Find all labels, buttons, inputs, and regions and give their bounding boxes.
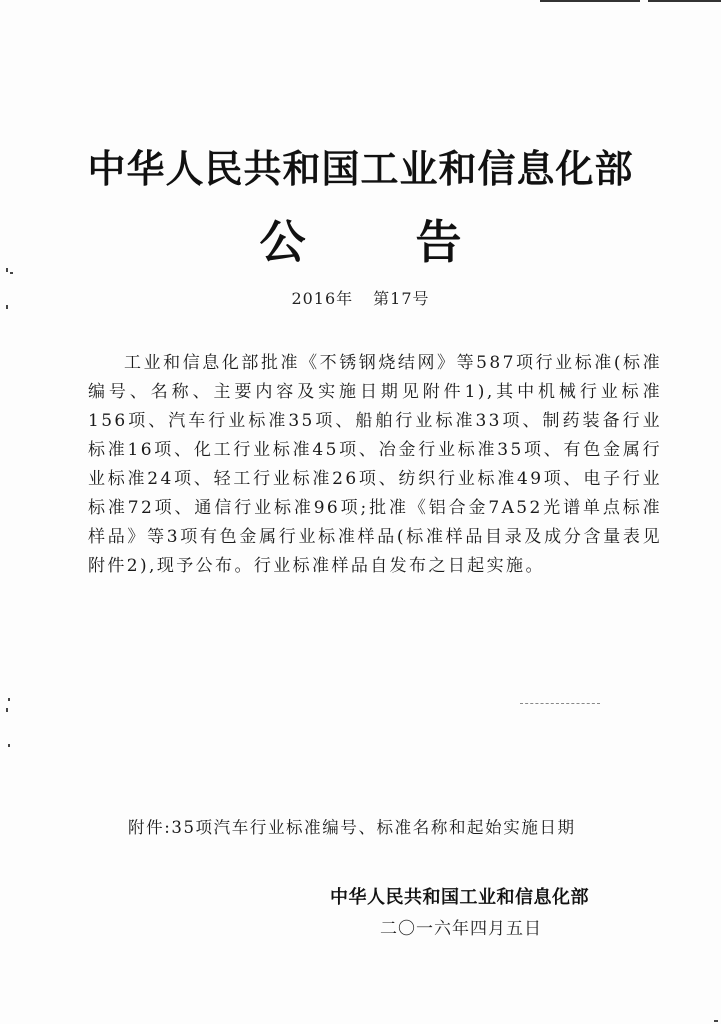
scan-speck: [714, 1020, 718, 1022]
document-type-char-1: 公: [259, 215, 306, 269]
announcement-body: 工业和信息化部批准《不锈钢烧结网》等587项行业标准(标准编号、名称、主要内容及实施日期见附件1),其中机械行业标准156项、汽车行业标准35项、船舶行业标准33项、制药装备行业标准16项、化工行业标准45项、冶金行业标准35项、有色金属行业标准24项、轻工行业标准26项、纺织行业标准49项、电子行业标准72项、通信行业标准96项;批准《铝合金7A52光谱单点标准样品》等3项有色金属行业标准样品(标准样品目录及成分含量表见附件2),现予公布。行业标准样品自发布之日起实施。: [88, 353, 662, 576]
document-type-char-2: 告: [415, 215, 462, 269]
scan-artifact-line: [648, 0, 721, 2]
document-type-heading: [0, 206, 721, 272]
signature-organization: 中华人民共和国工业和信息化部: [330, 887, 589, 908]
scan-artifact-line: [540, 0, 640, 2]
scan-speck: [8, 698, 10, 701]
issuing-organization-title: 中华人民共和国工业和信息化部: [87, 146, 634, 191]
scan-artifact-dash: [520, 703, 600, 704]
scan-speck: [10, 272, 13, 274]
attachment-note: 附件:35项汽车行业标准编号、标准名称和起始实施日期: [128, 818, 576, 837]
signature-date: 二〇一六年四月五日: [380, 919, 542, 939]
document-year: 2016年: [291, 289, 354, 308]
document-issue-number: 第17号: [373, 289, 430, 308]
scan-speck: [6, 708, 8, 712]
scan-speck: [8, 744, 10, 747]
document-number: [0, 286, 721, 309]
